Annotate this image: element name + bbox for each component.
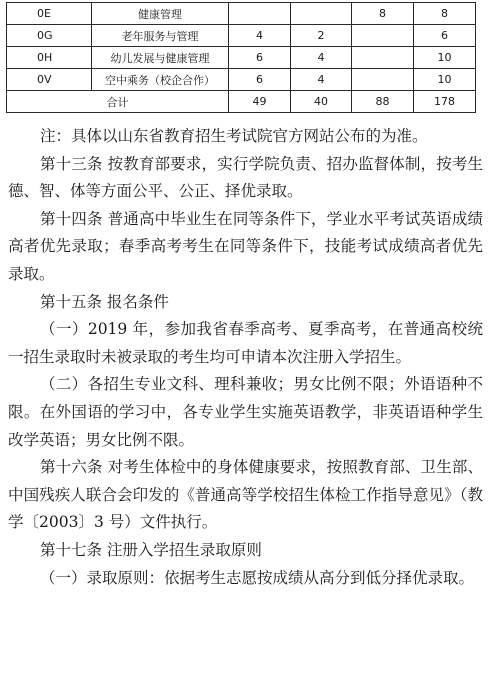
quota-total-cell: 10 [414,47,476,69]
article-14-paragraph: 第十四条 普通高中毕业生在同等条件下，学业水平考试英语成绩高者优先录取；春季高考考生在同等条件下，技能考试成绩高者优先录取。 [8,209,483,283]
article-15-item-2: （二）各招生专业文科、理科兼收；男女比例不限；外语语种不限。在外国语的学习中，各专业学生实施英语教学，非英语语种学生改学英语；男女比例不限。 [8,375,483,449]
table-total-row [7,91,476,113]
major-name: 幼儿发展与健康管理 [92,47,229,69]
quota-cell: 4 [291,47,352,69]
quota-cell: 4 [229,25,291,47]
total-cell: 49 [229,91,291,113]
quota-cell: 8 [352,3,414,25]
total-cell: 88 [352,91,414,113]
table-row [7,47,476,69]
quota-total-cell: 10 [414,69,476,91]
article-17-item-1: （一）录取原则：依据考生志愿按成绩从高分到低分择优录取。 [40,568,475,587]
major-name: 老年服务与管理 [92,25,229,47]
article-13-paragraph: 第十三条 按教育部要求，实行学院负责、招办监督体制，按考生德、智、体等方面公平、公正、择优录取。 [8,154,483,201]
quota-cell: 6 [229,69,291,91]
article-15-item-1: （一）2019 年，参加我省春季高考、夏季高考，在普通高校统一招生录取时未被录取的考生均可申请本次注册入学招生。 [8,320,483,366]
quota-cell [229,3,291,25]
body-text [8,123,483,592]
quota-cell [352,25,414,47]
grand-total-cell: 178 [414,91,476,113]
article-16-paragraph: 第十六条 对考生体检中的身体健康要求，按照教育部、卫生部、中国残疾人联合会印发的《普通高等学校招生体检工作指导意见》（教学〔2003〕3 号）文件执行。 [8,458,483,532]
major-name: 空中乘务（校企合作） [92,69,229,91]
quota-total-cell: 6 [414,25,476,47]
total-cell: 40 [291,91,352,113]
major-code: 0V [7,69,92,91]
quota-cell: 6 [229,47,291,69]
major-name: 健康管理 [92,3,229,25]
quota-cell [352,47,414,69]
table-row [7,69,476,91]
total-label: 合计 [7,91,229,113]
major-code: 0E [7,3,92,25]
major-code: 0H [7,47,92,69]
note-paragraph: 注：具体以山东省教育招生考试院官方网站公布的为准。 [40,127,428,145]
quota-cell: 4 [291,69,352,91]
enrollment-quota-table [6,2,476,113]
article-17-heading: 第十七条 注册入学招生录取原则 [40,540,262,559]
quota-cell: 2 [291,25,352,47]
quota-cell [352,69,414,91]
table-row [7,3,476,25]
major-code: 0G [7,25,92,47]
quota-cell [291,3,352,25]
table-row [7,25,476,47]
quota-total-cell: 8 [414,3,476,25]
article-15-heading: 第十五条 报名条件 [40,292,169,311]
